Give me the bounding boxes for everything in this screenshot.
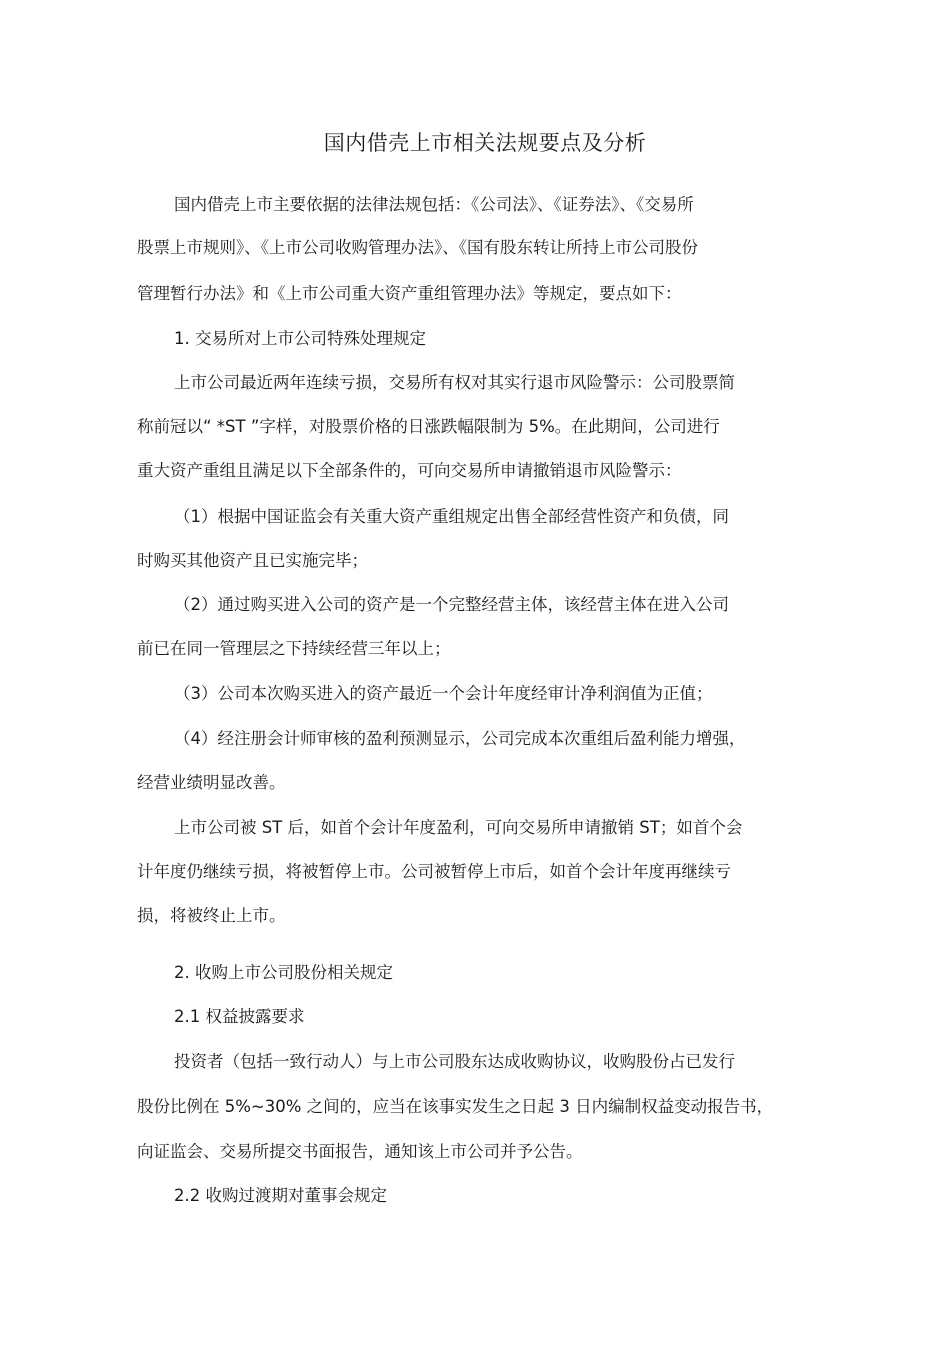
paragraph-line: 称前冠以“ *ST ”字样，对股票价格的日涨跌幅限制为 5%。在此期间，公司进行	[137, 417, 720, 436]
paragraph-line: 国内借壳上市主要依据的法律法规包括：《公司法》、《证券法》、《交易所	[174, 195, 694, 214]
paragraph-line: 股票上市规则》、《上市公司收购管理办法》、《国有股东转让所持上市公司股份	[137, 238, 698, 257]
list-item-line: （1）根据中国证监会有关重大资产重组规定出售全部经营性资产和负债，同	[174, 507, 729, 526]
paragraph-line: 管理暂行办法》和《上市公司重大资产重组管理办法》等规定，要点如下：	[137, 284, 682, 303]
document-title: 国内借壳上市相关法规要点及分析	[323, 131, 647, 155]
paragraph-line: 计年度仍继续亏损，将被暂停上市。公司被暂停上市后，如首个会计年度再继续亏	[137, 862, 731, 881]
section-heading: 2. 收购上市公司股份相关规定	[174, 963, 393, 982]
paragraph-line: 投资者（包括一致行动人）与上市公司股东达成收购协议，收购股份占已发行	[174, 1052, 735, 1071]
list-item-line: （3）公司本次购买进入的资产最近一个会计年度经审计净利润值为正值；	[174, 684, 713, 703]
list-item-line: （2）通过购买进入公司的资产是一个完整经营主体，该经营主体在进入公司	[174, 595, 729, 614]
paragraph-line: 损，将被终止上市。	[137, 906, 286, 925]
list-item-line: 经营业绩明显改善。	[137, 773, 286, 792]
section-heading: 1. 交易所对上市公司特殊处理规定	[174, 329, 426, 348]
paragraph-line: 重大资产重组且满足以下全部条件的，可向交易所申请撤销退市风险警示：	[137, 461, 682, 480]
subsection-heading: 2.2 收购过渡期对董事会规定	[174, 1186, 387, 1205]
paragraph-line: 股份比例在 5%~30% 之间的，应当在该事实发生之日起 3 日内编制权益变动报告书，	[137, 1097, 774, 1116]
list-item-line: 前已在同一管理层之下持续经营三年以上；	[137, 639, 451, 658]
list-item-line: （4）经注册会计师审核的盈利预测显示，公司完成本次重组后盈利能力增强，	[174, 729, 746, 748]
paragraph-line: 上市公司最近两年连续亏损，交易所有权对其实行退市风险警示：公司股票简	[174, 373, 735, 392]
list-item-line: 时购买其他资产且已实施完毕；	[137, 551, 368, 570]
paragraph-line: 上市公司被 ST 后，如首个会计年度盈利，可向交易所申请撤销 ST；如首个会	[174, 818, 743, 837]
paragraph-line: 向证监会、交易所提交书面报告，通知该上市公司并予公告。	[137, 1142, 583, 1161]
subsection-heading: 2.1 权益披露要求	[174, 1007, 305, 1026]
